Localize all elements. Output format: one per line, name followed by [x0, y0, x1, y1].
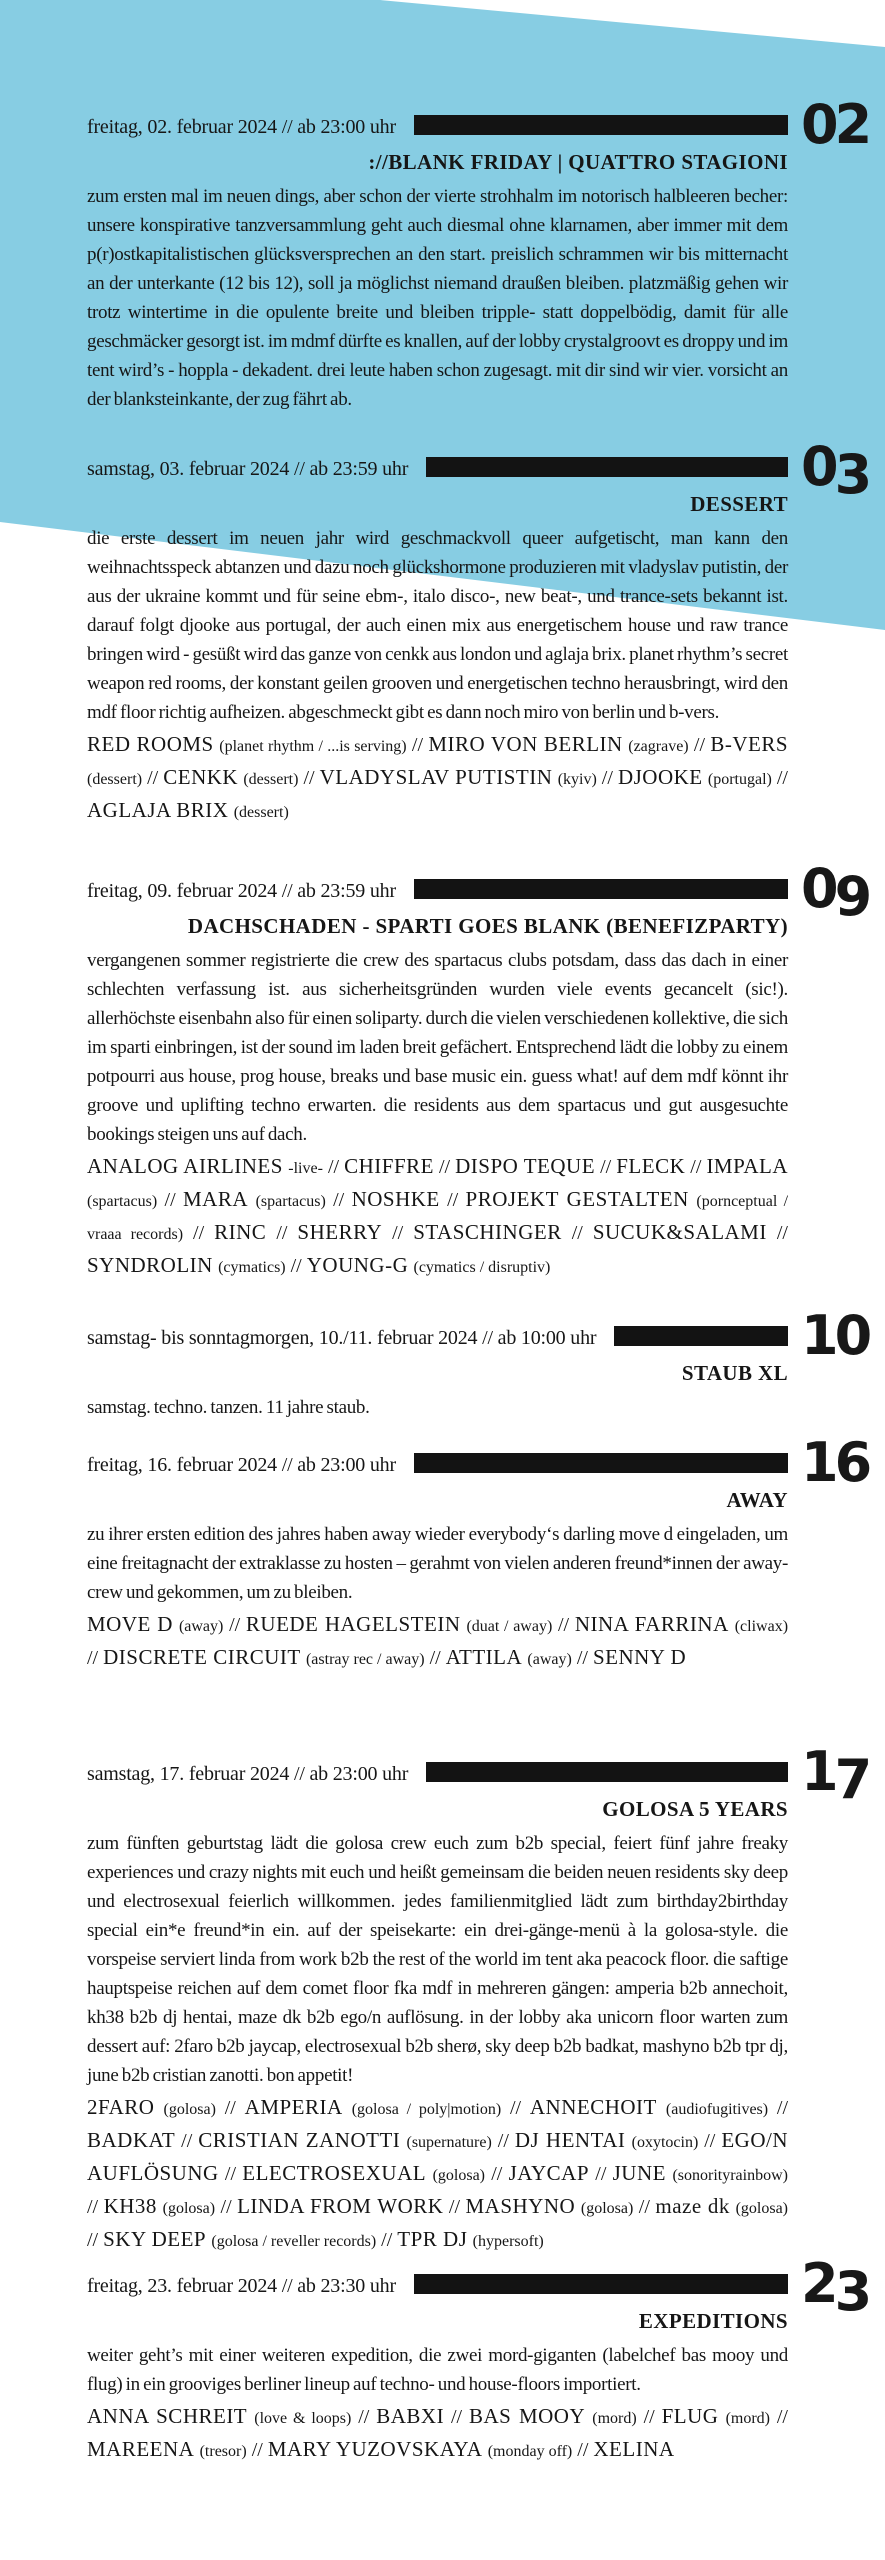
event-description: samstag. techno. tanzen. 11 jahre staub. — [87, 1397, 370, 1418]
date-bar — [414, 115, 788, 135]
artist-name: 2FARO — [87, 2095, 155, 2119]
artist-label: (pornceptual / vraaa records) — [87, 1193, 789, 1243]
lineup-separator: // — [485, 2163, 509, 2185]
lineup-separator: // — [698, 2130, 722, 2152]
artist-label: (astray rec / away) — [305, 1651, 425, 1668]
event-section — [87, 92, 869, 414]
artist-name: CHIFFRE — [344, 1154, 434, 1178]
artist-label: (golosa) — [735, 2200, 788, 2217]
lineup-separator: // — [246, 2439, 268, 2461]
lineup-separator: // — [87, 2229, 104, 2251]
lineup-separator: // — [491, 2130, 515, 2152]
artist-name: DJ HENTAI — [514, 2128, 626, 2152]
artist-name: EGO/N AUFLÖSUNG — [87, 2128, 789, 2185]
artist-name: TPR DJ — [397, 2227, 468, 2251]
artist-label: (tresor) — [199, 2443, 247, 2460]
lineup-separator: // — [183, 1222, 215, 1244]
event-section — [87, 434, 869, 828]
artist-name: SUCUK&SALAMI — [592, 1220, 767, 1244]
artist-label: (away) — [527, 1651, 572, 1668]
lineup-separator: // — [572, 2439, 594, 2461]
lineup-separator: // — [266, 1222, 298, 1244]
lineup-separator: // — [770, 2406, 788, 2428]
artist-name: DISCRETE CIRCUIT — [103, 1645, 301, 1669]
lineup-separator: // — [382, 1222, 414, 1244]
artist-name: IMPALA — [706, 1154, 789, 1178]
artist-name: SKY DEEP — [103, 2227, 207, 2251]
event-date: samstag, 17. februar 2024 // ab 23:00 uhr — [87, 1763, 409, 1785]
event-header — [87, 92, 869, 156]
lineup-separator: // — [595, 1156, 617, 1178]
artist-label: (dessert) — [243, 771, 299, 788]
event-title: EXPEDITIONS — [638, 2309, 788, 2333]
event-date: samstag- bis sonntagmorgen, 10./11. februar 2024 // ab 10:00 uhr — [87, 1327, 597, 1349]
lineup-separator: // — [444, 2406, 469, 2428]
artist-name: SYNDROLIN — [87, 1253, 213, 1277]
artist-label: (cliwax) — [734, 1618, 789, 1635]
artist-label: (planet rhythm / ...is serving) — [219, 738, 407, 755]
event-title: STAUB XL — [681, 1361, 788, 1385]
event-date: samstag, 03. februar 2024 // ab 23:59 uhr — [87, 458, 409, 480]
artist-label: (cymatics) — [218, 1259, 286, 1276]
artist-label: (golosa) — [162, 2200, 216, 2217]
artist-label: (dessert) — [233, 804, 289, 821]
lineup-separator: // — [351, 2406, 377, 2428]
event-title: DACHSCHADEN - SPARTI GOES BLANK (BENEFIZPARTY) — [187, 914, 788, 938]
lineup-separator: // — [322, 1156, 345, 1178]
date-bar — [426, 457, 788, 477]
date-bar — [614, 1326, 788, 1346]
artist-label: (hypersoft) — [472, 2233, 544, 2250]
artist-name: AGLAJA BRIX — [87, 798, 229, 822]
artist-label: (zagrave) — [628, 738, 689, 755]
events-list — [87, 0, 869, 2467]
event-date: freitag, 02. februar 2024 // ab 23:00 uhr — [87, 116, 396, 138]
event-date: freitag, 23. februar 2024 // ab 23:30 uhr — [87, 2275, 396, 2297]
artist-name: BADKAT — [87, 2128, 176, 2152]
event-description: zum fünften geburtstag lädt die golosa crew euch zum b2b special, feiert fünf jahre freaky experiences und crazy nights mit euch und heißt gemeinsam die beiden neuen residents sky deep und electrosexual feierlich willkommen. jedes familienmitglied lädt zum birthday2birthday special ein*e freund*in ein. auf der speisekarte: ein drei-gänge-menü à la golosa-style. die vorspeise serviert linda from work b2b the rest of the world im tent aka peacock floor. die saftige hauptspeise reichen auf dem comet floor fka mdf in mehreren gängen: amperia b2b annechoit, kh38 b2b dj hentai, maze dk b2b ego/n auflösung. in der lobby aka unicorn floor warten zum dessert auf: 2faro b2b jaycap, electrosexual b2b sherø, sky deep b2b badkat, mashyno b2b tpr dj, june b2b cristian zanotti. bon appetit! — [87, 1833, 788, 2086]
date-bar — [414, 2274, 788, 2294]
lineup-separator: // — [433, 1156, 456, 1178]
lineup-separator: // — [561, 1222, 593, 1244]
lineup-separator: // — [215, 2196, 238, 2218]
lineup-separator: // — [501, 2097, 530, 2119]
lineup-separator: // — [636, 2406, 662, 2428]
lineup-separator: // — [589, 2163, 613, 2185]
lineup-separator: // — [766, 1222, 788, 1244]
artist-name: ATTILA — [445, 1645, 523, 1669]
artist-name: RINC — [214, 1220, 267, 1244]
event-description: weiter geht’s mit einer weiteren expedition, die zwei mord-giganten (labelchef bas mooy und flug) in ein grooviges berliner lineup auf techno- und house-floors importiert. — [87, 2345, 788, 2395]
artist-label: (sonorityrainbow) — [672, 2167, 788, 2184]
lineup-separator: // — [87, 1647, 104, 1669]
artist-name: SHERRY — [297, 1220, 383, 1244]
event-section — [87, 856, 869, 1283]
day-number: 02 — [801, 92, 869, 156]
lineup-separator: // — [87, 2196, 104, 2218]
artist-label: (dessert) — [87, 771, 143, 788]
artist-name: MOVE D — [87, 1612, 173, 1636]
artist-label: (portugal) — [707, 771, 772, 788]
event-header — [87, 1303, 869, 1367]
day-number: 10 — [801, 1303, 869, 1367]
artist-label: (supernature) — [406, 2134, 492, 2151]
artist-name: maze dk — [655, 2194, 730, 2218]
lineup-separator: // — [443, 2196, 466, 2218]
artist-name: NINA FARRINA — [574, 1612, 729, 1636]
artist-name: KH38 — [103, 2194, 157, 2218]
lineup-separator: // — [376, 2229, 398, 2251]
event-lineup — [87, 729, 788, 828]
artist-label: (spartacus) — [87, 1193, 158, 1210]
date-bar — [414, 1453, 788, 1473]
artist-label: (duat / away) — [466, 1618, 553, 1635]
artist-label: (golosa) — [432, 2167, 486, 2184]
event-description: zu ihrer ersten edition des jahres haben away wieder everybody‘s darling move d eingeladen, um eine freitagnacht der extraklasse zu hosten – gerahmt von vielen anderen freund*innen der away-crew und gekommen, um zu bleiben. — [87, 1524, 788, 1603]
lineup-separator: // — [325, 1189, 352, 1211]
lineup-separator: // — [596, 767, 618, 789]
artist-name: NOSHKE — [351, 1187, 440, 1211]
event-lineup — [87, 1609, 788, 1675]
day-number: 03 — [801, 434, 869, 506]
event-date: freitag, 09. februar 2024 // ab 23:59 uhr — [87, 880, 396, 902]
artist-name: RUEDE HAGELSTEIN — [245, 1612, 461, 1636]
lineup-separator: // — [424, 1647, 446, 1669]
artist-name: JAYCAP — [508, 2161, 590, 2185]
artist-label: (golosa / reveller records) — [211, 2233, 377, 2250]
lineup-separator: // — [223, 1614, 246, 1636]
artist-name: DISPO TEQUE — [455, 1154, 596, 1178]
lineup-separator: // — [633, 2196, 656, 2218]
artist-name: ANNA SCHREIT — [87, 2404, 248, 2428]
artist-label: (audiofugitives) — [665, 2101, 769, 2118]
artist-name: MASHYNO — [465, 2194, 576, 2218]
artist-name: SENNY D — [592, 1645, 687, 1669]
artist-label: (love & loops) — [254, 2410, 352, 2427]
artist-label: (monday off) — [487, 2443, 573, 2460]
artist-name: MIRO VON BERLIN — [428, 732, 623, 756]
event-date: freitag, 16. februar 2024 // ab 23:00 uhr — [87, 1454, 396, 1476]
artist-label: (golosa / poly|motion) — [351, 2101, 502, 2118]
artist-name: ELECTROSEXUAL — [242, 2161, 427, 2185]
artist-label: (mord) — [592, 2410, 637, 2427]
event-title: DESSERT — [690, 492, 788, 516]
artist-label: (kyiv) — [557, 771, 597, 788]
lineup-separator: // — [215, 2097, 245, 2119]
artist-label: -live- — [288, 1160, 323, 1177]
day-number: 17 — [801, 1739, 869, 1811]
event-title: AWAY — [726, 1488, 788, 1512]
artist-name: MARA — [182, 1187, 248, 1211]
artist-label: (golosa) — [163, 2101, 216, 2118]
artist-name: CRISTIAN ZANOTTI — [198, 2128, 401, 2152]
day-number: 09 — [801, 856, 869, 928]
artist-name: FLUG — [661, 2404, 719, 2428]
artist-name: BABXI — [376, 2404, 445, 2428]
lineup-separator: // — [552, 1614, 575, 1636]
event-title: ://BLANK FRIDAY | QUATTRO STAGIONI — [368, 150, 788, 174]
date-bar — [414, 879, 788, 899]
event-section — [87, 1739, 869, 2257]
event-description: die erste dessert im neuen jahr wird geschmackvoll queer aufgetischt, man kann den weihnachtsspeck abtanzen und dazu noch glückshormone produzieren mit vladyslav putistin, der aus der ukraine kommt und für seine ebm-, italo disco-, new beat-, und trance-sets bekannt ist. darauf folgt djooke aus portugal, der auch einen mix aus energetischem house und raw trance bringen wird - gesüßt wird das ganze von cenkk aus london und aglaja brix. planet rhythm’s secret weapon red rooms, der konstant geilen grooven und energetischen techno herausbringt, wird den mdf floor richtig aufheizen. abgeschmeckt gibt es dann noch miro von berlin und b-vers. — [87, 528, 788, 723]
date-bar — [426, 1762, 788, 1782]
artist-name: LINDA FROM WORK — [237, 2194, 444, 2218]
artist-name: PROJEKT GESTALTEN — [465, 1187, 689, 1211]
lineup-separator: // — [285, 1255, 307, 1277]
day-number: 16 — [801, 1430, 869, 1494]
event-section — [87, 2251, 869, 2467]
event-lineup — [87, 1151, 788, 1283]
artist-label: (spartacus) — [255, 1193, 326, 1210]
event-title: GOLOSA 5 YEARS — [602, 1797, 788, 1821]
lineup-separator: // — [142, 767, 164, 789]
artist-label: (golosa) — [580, 2200, 634, 2217]
event-header — [87, 1430, 869, 1494]
artist-name: CENKK — [163, 765, 239, 789]
artist-name: STASCHINGER — [413, 1220, 562, 1244]
artist-label: (oxytocin) — [631, 2134, 699, 2151]
lineup-separator: // — [571, 1647, 593, 1669]
artist-name: ANALOG AIRLINES — [87, 1154, 283, 1178]
artist-label: (away) — [178, 1618, 224, 1635]
lineup-separator: // — [298, 767, 320, 789]
artist-label: (mord) — [725, 2410, 770, 2427]
lineup-separator: // — [768, 2097, 789, 2119]
artist-name: ANNECHOIT — [529, 2095, 657, 2119]
artist-name: AMPERIA — [244, 2095, 343, 2119]
artist-name: RED ROOMS — [87, 732, 214, 756]
lineup-separator: // — [406, 734, 429, 756]
event-section — [87, 1430, 869, 1675]
artist-name: DJOOKE — [617, 765, 703, 789]
lineup-separator: // — [688, 734, 711, 756]
event-description: vergangenen sommer registrierte die crew des spartacus clubs potsdam, dass das dach in einer schlechten verfassung ist. aus sicherheitsgründen wurden viele events gecancelt (sic!). allerhöchste eisenbahn also für einen soliparty. durch die vielen verschiedenen kollektive, die sich im sparti einbringen, ist der sound im laden breit gefächert. Entsprechend lädt die lobby zu einem potpourri aus house, prog house, breaks und base music ein. guess what! auf dem mdf könnt ihr groove und uplifting techno erwarten. die residents aus dem spartacus und gut ausgesuchte bookings steigen uns auf dach. — [87, 950, 788, 1145]
artist-name: XELINA — [593, 2437, 675, 2461]
artist-name: JUNE — [612, 2161, 666, 2185]
artist-name: FLECK — [616, 1154, 686, 1178]
artist-name: MAREENA — [87, 2437, 195, 2461]
event-lineup — [87, 2092, 788, 2257]
artist-name: VLADYSLAV PUTISTIN — [319, 765, 553, 789]
artist-name: MARY YUZOVSKAYA — [267, 2437, 483, 2461]
artist-name: BAS MOOY — [468, 2404, 586, 2428]
lineup-separator: // — [685, 1156, 707, 1178]
artist-name: YOUNG-G — [306, 1253, 409, 1277]
artist-label: (cymatics / disruptiv) — [413, 1259, 551, 1276]
artist-name: B-VERS — [710, 732, 789, 756]
event-section — [87, 1303, 869, 1422]
lineup-separator: // — [218, 2163, 243, 2185]
lineup-separator: // — [157, 1189, 183, 1211]
event-description: zum ersten mal im neuen dings, aber schon der vierte strohhalm im notorisch halbleeren becher: unsere konspirative tanzversammlung geht auch diesmal ohne klarnamen, aber immer mit dem p(r)ostkapitalistischen glücksversprechen an den start. preislich schrammen wir bis mitternacht an der unterkante (12 bis 12), soll ja möglichst niemand draußen bleiben. platzmäßig gehen wir trotz wintertime in die opulente breite und bleiben tripple- statt doppelbödig, damit für alle geschmäcker gesorgt ist. im mdmf dürfte es knallen, auf der lobby crystalgroovt es droppy und im tent wird’s - hoppla - dekadent. drei leute haben schon zugesagt. mit dir sind wir vier. vorsicht an der blanksteinkante, der zug fährt ab. — [87, 186, 788, 410]
lineup-separator: // — [175, 2130, 199, 2152]
lineup-separator: // — [771, 767, 788, 789]
event-lineup — [87, 2401, 788, 2467]
lineup-separator: // — [439, 1189, 466, 1211]
day-number: 23 — [801, 2251, 869, 2323]
